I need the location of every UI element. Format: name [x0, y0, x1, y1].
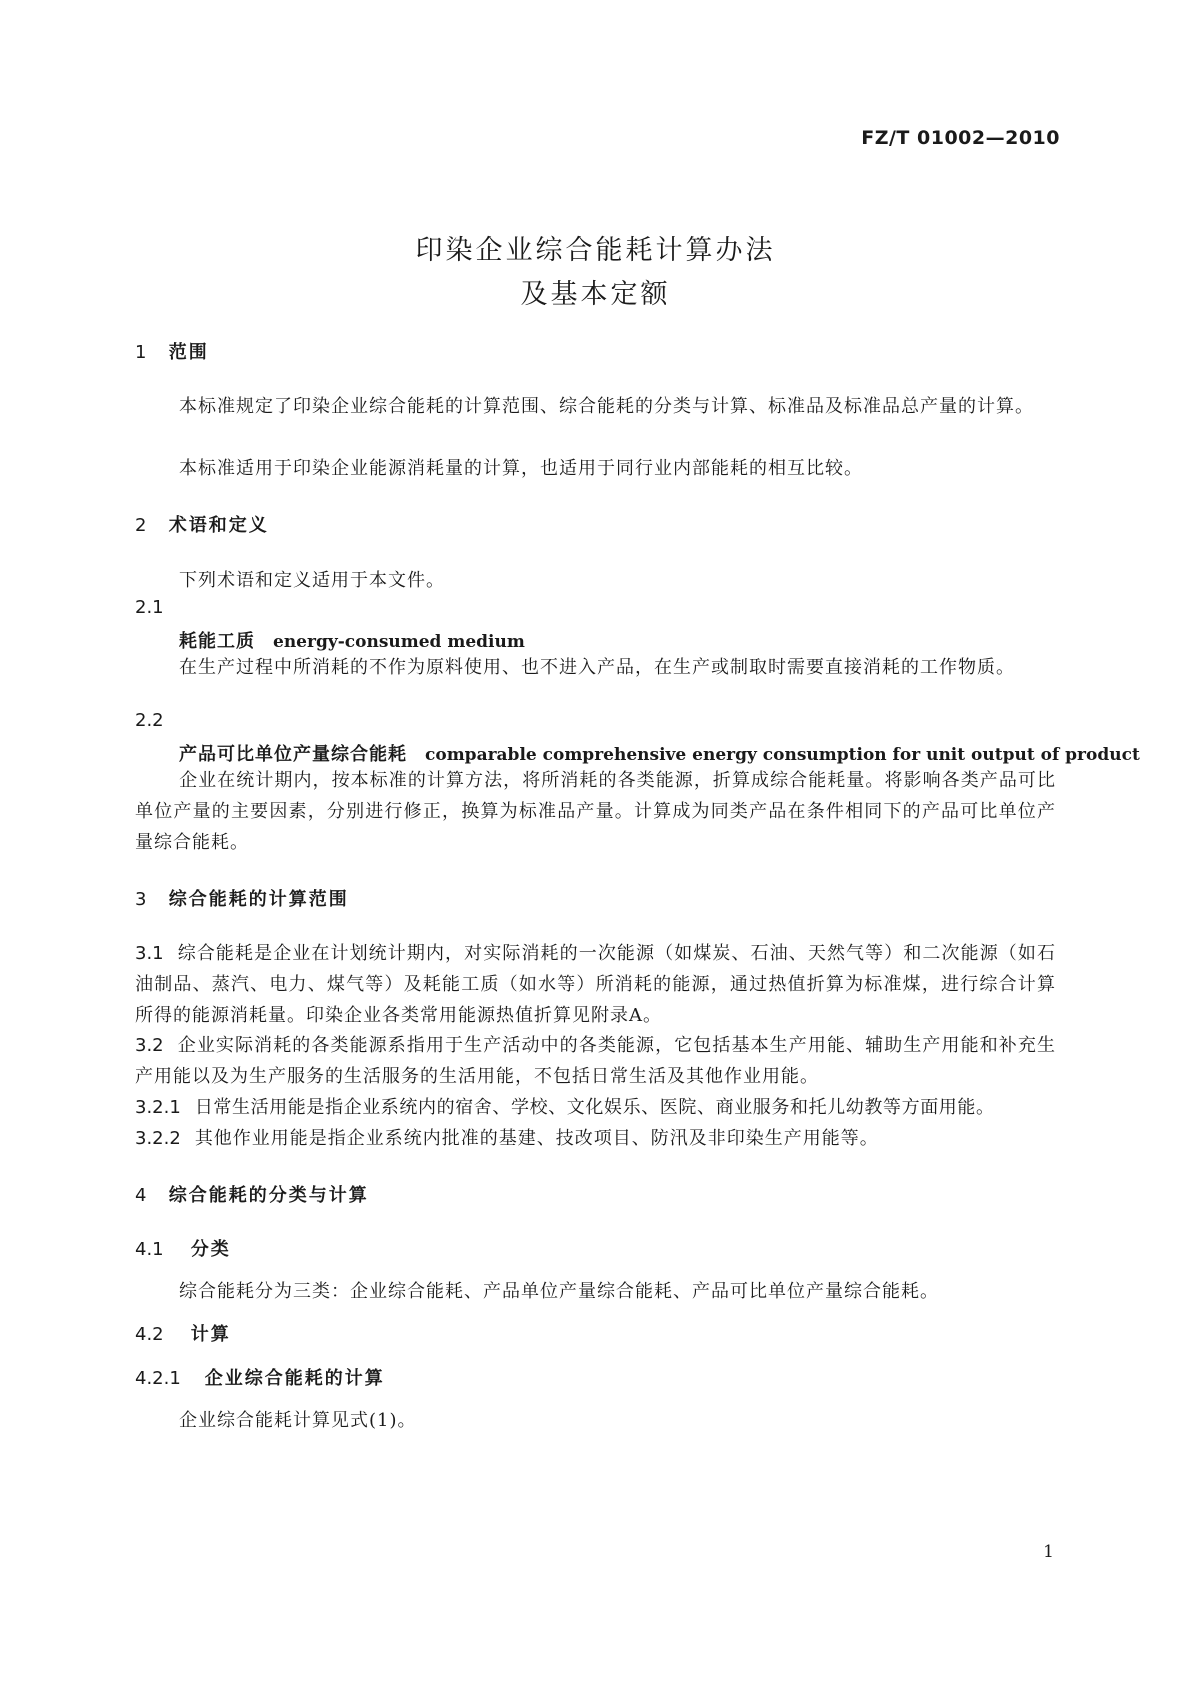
section-title: 计算 — [190, 1324, 231, 1345]
paragraph-text: 其他作业用能是指企业系统内批准的基建、技改项目、防汛及非印染生产用能等。 — [194, 1128, 879, 1149]
section-1-paragraph-1 — [135, 391, 1056, 422]
paragraph-text: 日常生活用能是指企业系统内的宿舍、学校、文化娱乐、医院、商业服务和托儿幼教等方面用能。 — [194, 1097, 995, 1118]
section-4-heading — [135, 1181, 369, 1207]
section-number: 4.1 — [135, 1239, 164, 1260]
term-english: energy-consumed medium — [273, 632, 525, 652]
section-number: 4 — [135, 1185, 147, 1206]
section-title: 分类 — [190, 1239, 231, 1260]
section-title: 范围 — [168, 342, 209, 363]
section-title: 综合能耗的分类与计算 — [168, 1185, 369, 1206]
section-title: 术语和定义 — [168, 515, 269, 536]
clause-2-1-number: 2.1 — [135, 597, 164, 618]
paragraph-text: 企业综合能耗计算见式(1)。 — [179, 1410, 417, 1431]
section-4-2-heading — [135, 1320, 231, 1346]
term-chinese: 耗能工质 — [179, 631, 255, 652]
page-number: 1 — [1043, 1542, 1054, 1562]
standard-code: FZ/T 01002—2010 — [861, 127, 1060, 149]
document-title-line-1: 印染企业综合能耗计算办法 — [415, 235, 776, 266]
term-2-2 — [179, 740, 1140, 766]
section-number: 1 — [135, 342, 147, 363]
document-title-line-2: 及基本定额 — [520, 279, 671, 310]
clause-3-2-1 — [135, 1092, 1056, 1123]
clause-3-2 — [135, 1030, 1056, 1092]
clause-number: 3.2.2 — [135, 1128, 181, 1149]
clause-3-2-2 — [135, 1123, 1056, 1154]
section-4-1-heading — [135, 1235, 231, 1261]
paragraph-text: 本标准适用于印染企业能源消耗量的计算，也适用于同行业内部能耗的相互比较。 — [179, 458, 863, 479]
section-number: 4.2.1 — [135, 1368, 181, 1389]
section-number: 2 — [135, 515, 147, 536]
term-2-2-definition — [135, 765, 1056, 858]
section-1-heading — [135, 338, 209, 364]
clause-3-1 — [135, 938, 1056, 1031]
section-4-1-text — [135, 1276, 1056, 1307]
section-2-heading — [135, 511, 269, 537]
section-number: 3 — [135, 889, 147, 910]
paragraph-text: 本标准规定了印染企业综合能耗的计算范围、综合能耗的分类与计算、标准品及标准品总产量的计算。 — [179, 396, 1034, 417]
term-chinese: 产品可比单位产量综合能耗 — [179, 744, 407, 765]
term-2-1 — [179, 627, 525, 653]
paragraph-text: 下列术语和定义适用于本文件。 — [179, 570, 445, 591]
clause-number: 3.1 — [135, 943, 164, 964]
paragraph-text: 企业在统计期内，按本标准的计算方法，将所消耗的各类能源，折算成综合能耗量。将影响各类产品可比单位产量的主要因素，分别进行修正，换算为标准品产量。计算成为同类产品在条件相同下的产品可比单位产量综合能耗。 — [135, 770, 1056, 853]
paragraph-text: 企业实际消耗的各类能源系指用于生产活动中的各类能源，它包括基本生产用能、辅助生产用能和补充生产用能以及为生产服务的生活服务的生活用能，不包括日常生活及其他作业用能。 — [135, 1035, 1056, 1087]
section-title: 综合能耗的计算范围 — [168, 889, 349, 910]
section-4-2-1-text — [135, 1405, 1056, 1436]
section-4-2-1-heading — [135, 1364, 385, 1390]
section-number: 4.2 — [135, 1324, 164, 1345]
paragraph-text: 在生产过程中所消耗的不作为原料使用、也不进入产品，在生产或制取时需要直接消耗的工作物质。 — [179, 657, 1015, 678]
section-title: 企业综合能耗的计算 — [204, 1368, 385, 1389]
term-2-1-definition — [135, 652, 1056, 683]
paragraph-text: 综合能耗分为三类：企业综合能耗、产品单位产量综合能耗、产品可比单位产量综合能耗。 — [179, 1281, 939, 1302]
section-2-intro — [135, 565, 1056, 596]
clause-number: 3.2 — [135, 1035, 164, 1056]
section-3-heading — [135, 885, 349, 911]
term-english: comparable comprehensive energy consumption for unit output of product — [425, 745, 1140, 765]
section-1-paragraph-2 — [135, 453, 1056, 484]
clause-number: 3.2.1 — [135, 1097, 181, 1118]
clause-2-2-number: 2.2 — [135, 710, 164, 731]
paragraph-text: 综合能耗是企业在计划统计期内，对实际消耗的一次能源（如煤炭、石油、天然气等）和二次能源（如石油制品、蒸汽、电力、煤气等）及耗能工质（如水等）所消耗的能源，通过热值折算为标准煤，进行综合计算所得的能源消耗量。印染企业各类常用能源热值折算见附录A。 — [135, 943, 1056, 1026]
